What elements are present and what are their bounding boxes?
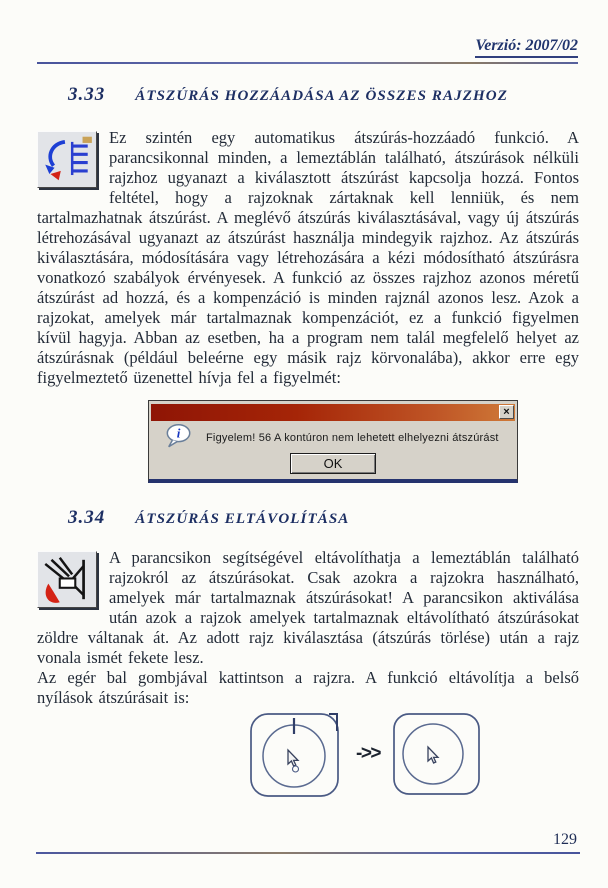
section-3-34-heading: [68, 507, 349, 529]
toolbar-button-art: [38, 552, 96, 607]
section-title: ÁTSZÚRÁS HOZZÁADÁSA AZ ÖSSZES RAJZHOZ: [135, 88, 508, 104]
section-number: 3.34: [68, 507, 106, 528]
remove-pierce-icon: [37, 551, 97, 608]
section-3-33-body: [37, 128, 579, 388]
info-icon: [165, 423, 193, 453]
dialog-titlebar[interactable]: [151, 404, 515, 421]
paragraph-text: Az egér bal gombjával kattintson a rajzra. A funkció eltávolítja a belső nyílások átszúrásait is:: [37, 668, 579, 707]
footer-rule: [36, 852, 580, 854]
header-rule: [37, 62, 578, 64]
warning-dialog: [148, 400, 518, 483]
cursor-icon: [288, 750, 299, 772]
page-number: 129: [553, 831, 577, 848]
drawing-with-pierce: [248, 708, 342, 800]
drawing-without-pierce: [392, 710, 482, 798]
cursor-icon: [428, 747, 438, 763]
ok-button[interactable]: OK: [290, 453, 376, 474]
paragraph-text: Ez szintén egy automatikus átszúrás-hozzáadó funkció. A parancsikonnal minden, a lemeztáblán található, átszúrások nélküli rajzhoz ugyanazt a kiválasztott átszúrást kapcsolja hozzá. Fontos feltétel, hogy a rajzoknak zártaknak kell lenniük, és nem tartalmazhatnak átszúrást. A meglévő átszúrás kiválasztásával, vagy új átszúrás létrehozásával ugyanazt az átszúrást használja mindegyik rajzhoz. Az átszúrás kiválasztására, módosítására vagy létrehozására a kézi módosítható átszúrásra vonatkozó szabályok érvényesek. A funkció az összes rajzhoz azonos méretű átszúrást ad hozzá, és a kompenzáció is minden rajznál azonos lesz. Azok a rajzokat, amelyek már tartalmaznak kompenzációt, ez a funkció figyelmen kívül hagyja. Abban az esetben, ha a program nem talál megfelelő helyet az átszúrásnak (például beleérne egy másik rajz körvonalába), akkor erre egy figyelmeztető üzenettel hívja fel a figyelmét:: [37, 128, 579, 387]
section-number: 3.33: [68, 84, 106, 105]
close-icon[interactable]: ×: [499, 405, 514, 419]
section-title: ÁTSZÚRÁS ELTÁVOLÍTÁSA: [135, 511, 350, 527]
paragraph: [37, 548, 579, 668]
dialog-message: Figyelem! 56 A kontúron nem lehetett elhelyezni átszúrást: [206, 432, 499, 444]
transform-arrow: ->>: [356, 743, 381, 764]
add-pierce-to-all-icon: [37, 131, 97, 188]
section-3-34-body: [37, 548, 579, 708]
toolbar-button-art: [38, 132, 96, 187]
svg-text:i: i: [176, 425, 181, 441]
paragraph: [37, 668, 579, 708]
dialog-content: [149, 421, 517, 451]
page-header-version: Verzió: 2007/02: [475, 37, 578, 58]
paragraph-text: A parancsikon segítségével eltávolíthatja a lemeztáblán található rajzokról az átszúrásokat. Csak azokra a rajzokra használható, amelyek már tartalmaznak átszúrásokat! A parancsikon aktiválása után azok a rajzok amelyek tartalmaznak eltávolítható átszúrásokat zöldre váltanak át. Az adott rajz kiválasztása (átszúrás törlése) után a rajz vonala ismét fekete lesz.: [37, 548, 579, 667]
paragraph: [37, 128, 579, 388]
before-after-figure: [248, 706, 488, 802]
section-3-33-heading: [68, 84, 508, 106]
